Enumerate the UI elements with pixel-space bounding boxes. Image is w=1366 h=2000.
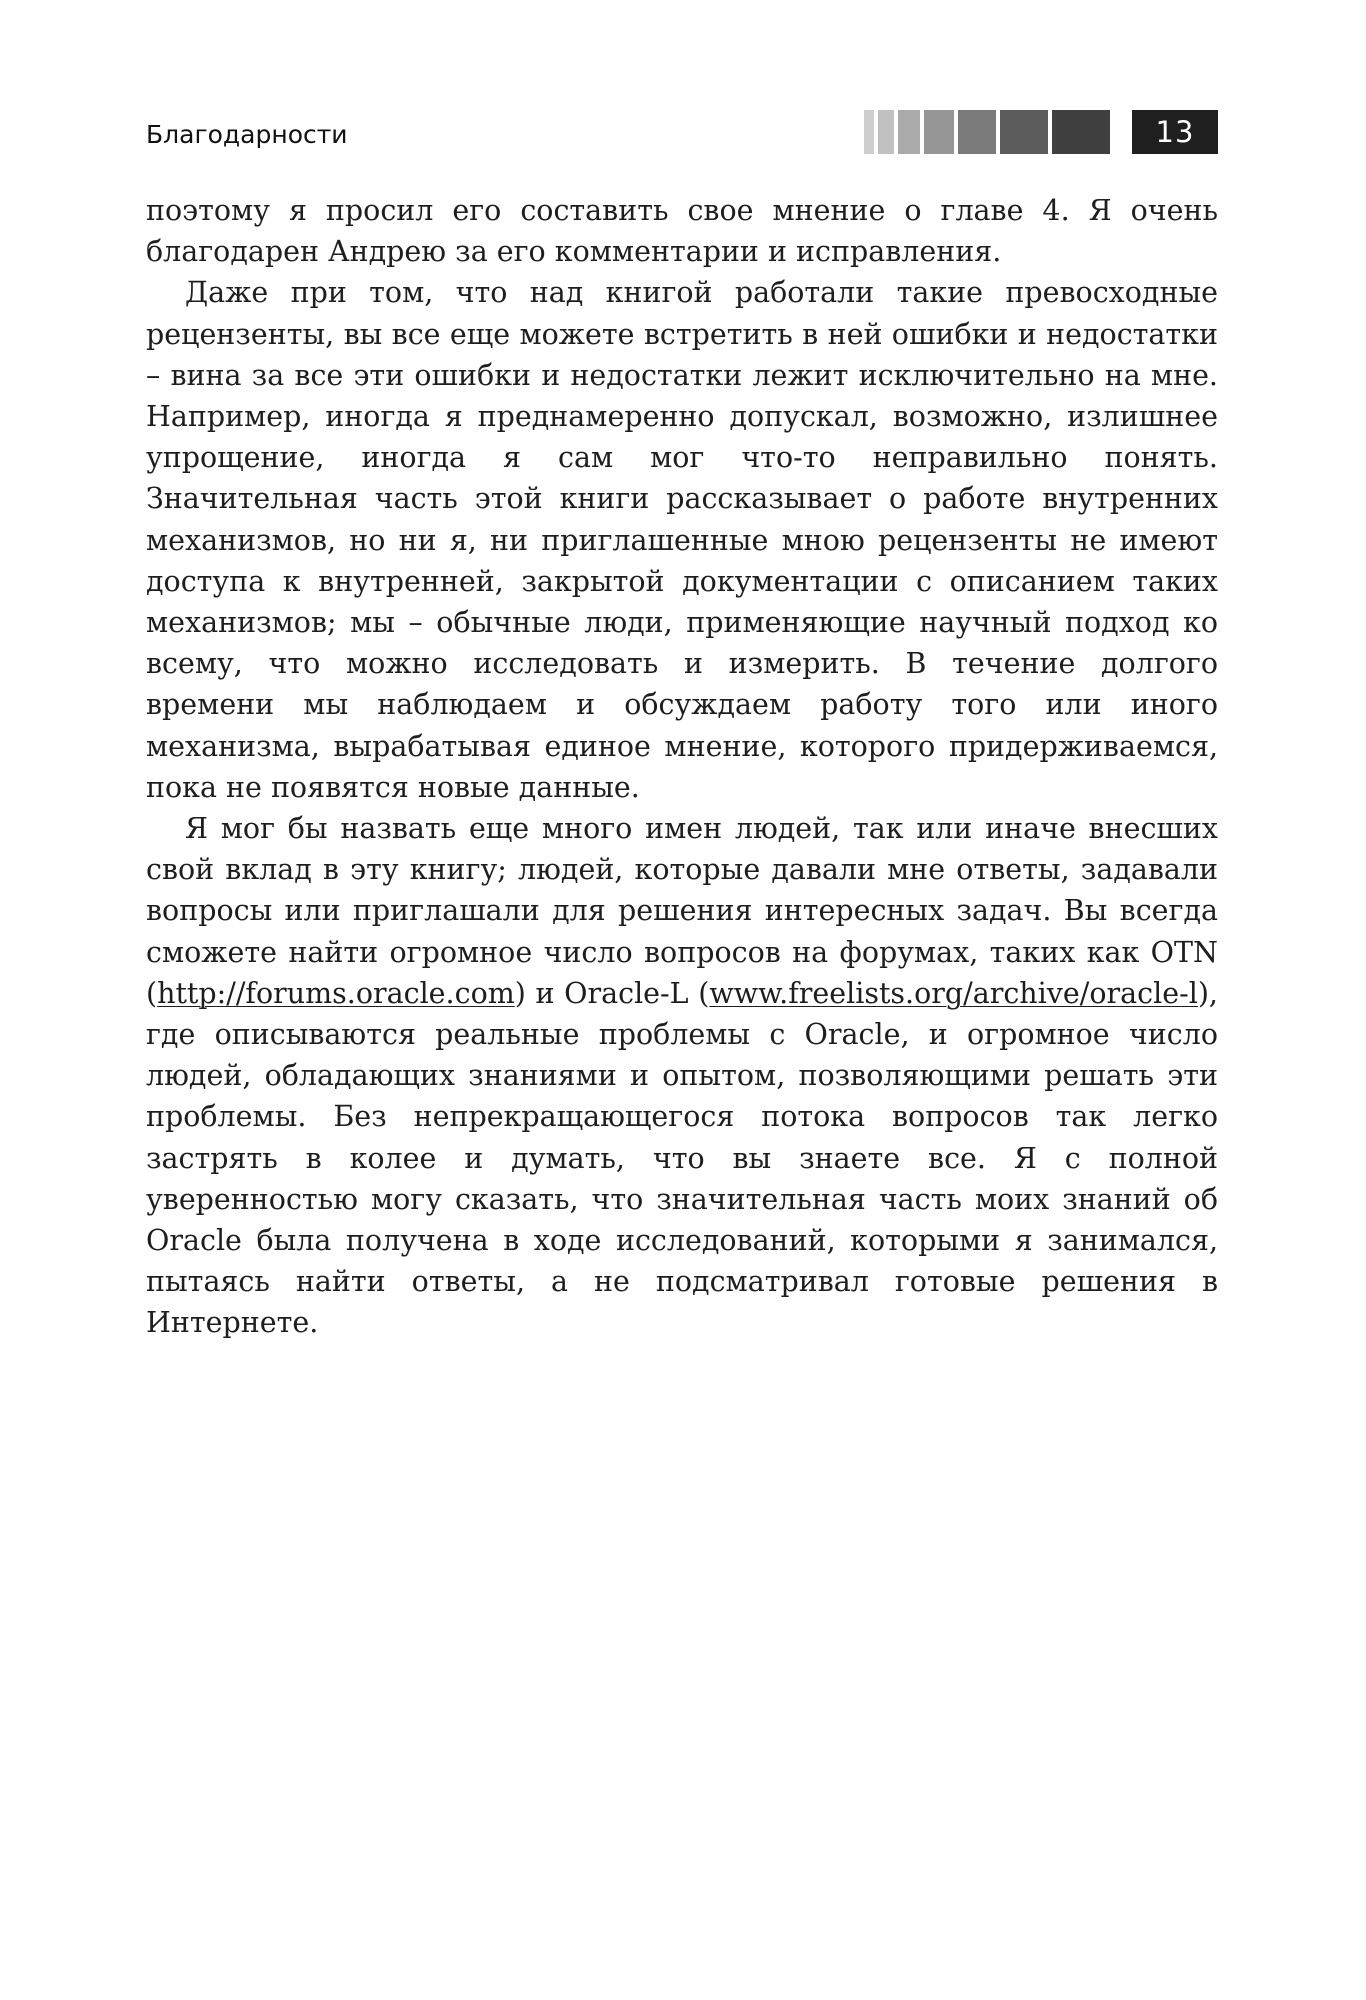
header-bar bbox=[958, 110, 996, 154]
header-bar bbox=[898, 110, 920, 154]
paragraph-2: Даже при том, что над книгой работали такие превосходные рецензенты, вы все еще можете встретить в ней ошибки и недостатки – вина за все эти ошибки и недостатки лежит исключительно на мне. Например, иногда я преднамеренно допускал, возможно, излишнее упрощение, иногда я сам мог что-то неправильно понять. Значительная часть этой книги рассказывает о работе внутренних механизмов, но ни я, ни приглашенные мною рецензенты не имеют доступа к внутренней, закрытой документации с описанием таких механизмов; мы – обычные люди, применяющие научный подход ко всему, что можно исследовать и измерить. В течение долгого времени мы наблюдаем и обсуждаем работу того или иного механизма, вырабатывая единое мнение, которого придерживаемся, пока не появятся новые данные. bbox=[146, 276, 1218, 804]
paragraph-3-text-b: ) и Oracle-L ( bbox=[514, 976, 710, 1010]
link-forums-oracle[interactable]: http://forums.oracle.com bbox=[157, 976, 515, 1010]
header-gradient-bars bbox=[864, 110, 1114, 154]
paragraph-1: поэтому я просил его составить свое мнение о главе 4. Я очень благодарен Андрею за его комментарии и исправления. bbox=[146, 194, 1218, 269]
paragraph-3-text-c: ), где описываются реальные проблемы с Oracle, и огромное число людей, обладающих знаниями и опытом, позволяющими решать эти проблемы. Без непрекращающегося потока вопросов так легко застрять в колее и думать, что вы знаете все. Я с полной уверенностью могу сказать, что значительная часть моих знаний об Oracle была получена в ходе исследований, которыми я занимался, пытаясь найти ответы, а не подсматривал готовые решения в Интернете. bbox=[146, 976, 1218, 1340]
header-bar bbox=[924, 110, 954, 154]
header-bar bbox=[1052, 110, 1110, 154]
body-text bbox=[146, 190, 1218, 1344]
page-number-box bbox=[1132, 110, 1218, 154]
link-freelists-oracle-l[interactable]: www.freelists.org/archive/oracle-l bbox=[709, 976, 1198, 1010]
header-bar bbox=[878, 110, 894, 154]
page-header bbox=[146, 110, 1218, 156]
page-number: 13 bbox=[1155, 115, 1195, 149]
paragraph-3-text-a: Я мог бы назвать еще много имен людей, так или иначе внесших свой вклад в эту книгу; людей, которые давали мне ответы, задавали вопросы или приглашали для решения интересных задач. Вы всегда сможете найти огромное число вопросов на форумах, таких как OTN ( bbox=[146, 812, 1218, 1010]
header-bar bbox=[1000, 110, 1048, 154]
header-bar bbox=[864, 110, 874, 154]
paragraph-3 bbox=[146, 808, 1218, 1344]
running-title: Благодарности bbox=[146, 120, 348, 149]
